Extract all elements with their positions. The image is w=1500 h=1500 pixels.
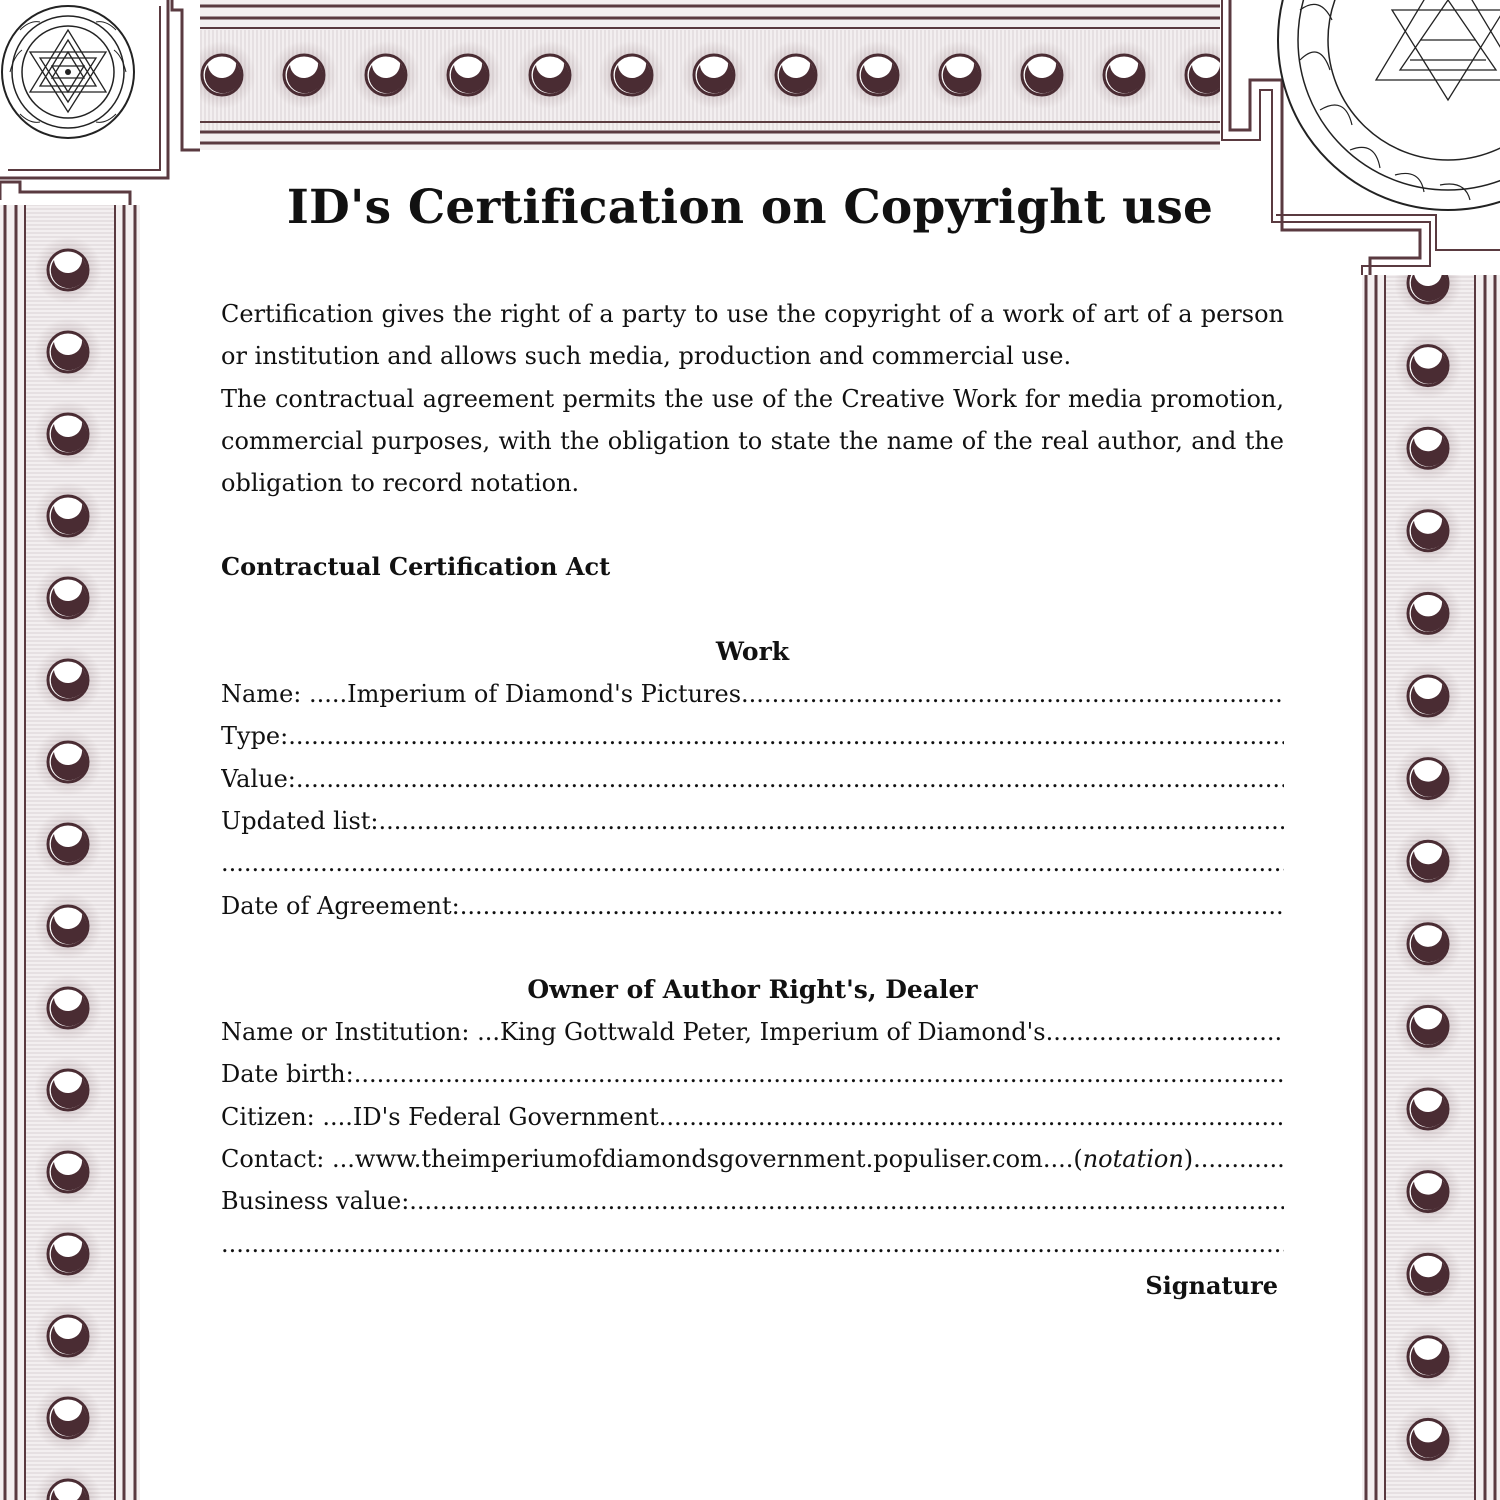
moon-bead-ornament (680, 41, 748, 109)
work-name-field (221, 673, 1284, 715)
moon-bead-ornament (1394, 579, 1462, 647)
moon-bead-ornament (34, 810, 102, 878)
moon-bead-ornament (516, 41, 584, 109)
moon-bead-ornament (34, 1220, 102, 1288)
certificate-body (221, 293, 1284, 1307)
owner-contact-notation: notation (1082, 1145, 1184, 1174)
dotted-fill-line (221, 842, 1284, 884)
moon-bead-ornament (34, 236, 102, 304)
top-border-band (180, 0, 1240, 150)
dotted-fill-line (1046, 1011, 1284, 1053)
dotted-fill-line (221, 1223, 1284, 1265)
owner-contact-prefix: Contact: ...www.theimperiumofdiamondsgovernment.populiser.com....( (221, 1145, 1083, 1174)
work-section-heading: Work (715, 636, 790, 666)
dotted-fill-line (296, 758, 1284, 800)
work-value-label: Value: (221, 764, 296, 793)
owner-business-value-field (221, 1180, 1284, 1222)
moon-bead-ornament (1394, 414, 1462, 482)
owner-citizen-label: Citizen: ....ID's Federal Government (221, 1102, 659, 1131)
owner-section-heading: Owner of Author Right's, Dealer (527, 974, 978, 1004)
right-border-column (1362, 249, 1500, 1500)
owner-business-value-continuation (221, 1223, 1284, 1265)
moon-bead-ornament (34, 400, 102, 468)
intro-paragraph-1: Certification gives the right of a party to use the copyright of a work of art of a person or institution and allows such media, production and commercial use. (221, 300, 1284, 371)
moon-bead-ornament (1394, 910, 1462, 978)
dotted-fill-line (460, 885, 1284, 927)
moon-bead-ornament (34, 892, 102, 960)
owner-name-label: Name or Institution: ...King Gottwald Peter, Imperium of Diamond's (221, 1018, 1046, 1047)
owner-birth-field (221, 1053, 1284, 1095)
moon-bead-ornament (762, 41, 830, 109)
owner-name-field (221, 1011, 1284, 1053)
work-updated-list-label: Updated list: (221, 806, 379, 835)
dotted-fill-line (659, 1096, 1284, 1138)
sri-yantra-emblem-top-left (0, 0, 200, 205)
dotted-fill-line (741, 673, 1284, 715)
intro-paragraphs (221, 293, 1284, 504)
moon-bead-ornament (1394, 332, 1462, 400)
dotted-fill-line (379, 800, 1285, 842)
moon-bead-ornament (1394, 662, 1462, 730)
moon-bead-ornament (34, 482, 102, 550)
moon-bead-ornament (1008, 41, 1076, 109)
moon-bead-ornament (1090, 41, 1158, 109)
moon-bead-ornament (1394, 827, 1462, 895)
moon-bead-ornament (352, 41, 420, 109)
moon-bead-ornament (34, 1302, 102, 1370)
moon-bead-ornament (1394, 1405, 1462, 1473)
work-name-label: Name: .....Imperium of Diamond's Pictures (221, 680, 742, 709)
moon-bead-ornament (34, 1056, 102, 1124)
dotted-fill-line (288, 715, 1284, 757)
work-type-label: Type: (221, 722, 289, 751)
moon-bead-ornament (34, 318, 102, 386)
work-type-field (221, 715, 1284, 757)
work-date-field (221, 885, 1284, 927)
moon-bead-ornament (1394, 1158, 1462, 1226)
page-title: ID's Certification on Copyright use (286, 180, 1214, 235)
owner-contact-suffix: ) (1183, 1145, 1194, 1174)
moon-bead-ornament (844, 41, 912, 109)
moon-bead-ornament (1394, 1323, 1462, 1391)
moon-bead-ornament (270, 41, 338, 109)
moon-bead-ornament (1394, 1075, 1462, 1143)
act-heading: Contractual Certification Act (221, 552, 611, 582)
work-date-label: Date of Agreement: (221, 891, 460, 920)
moon-bead-ornament (434, 41, 502, 109)
work-value-field (221, 758, 1284, 800)
intro-paragraph-2: The contractual agreement permits the use of the Creative Work for media promotion, commercial purposes, with the obligation to state the name of the real author, and the obligation to record notation. (221, 384, 1284, 498)
dotted-fill-line (1193, 1138, 1284, 1180)
left-border-column (0, 190, 140, 1500)
moon-bead-ornament (1394, 497, 1462, 565)
owner-birth-label: Date birth: (221, 1060, 354, 1089)
moon-bead-ornament (34, 1384, 102, 1452)
moon-bead-ornament (34, 1138, 102, 1206)
work-updated-list-field (221, 800, 1284, 842)
work-updated-list-continuation (221, 842, 1284, 884)
moon-bead-ornament (1394, 992, 1462, 1060)
dotted-fill-line (354, 1053, 1284, 1095)
moon-bead-ornament (34, 646, 102, 714)
moon-bead-ornament (926, 41, 994, 109)
owner-business-value-label: Business value: (221, 1187, 410, 1216)
moon-bead-ornament (1394, 1240, 1462, 1308)
owner-citizen-field (221, 1096, 1284, 1138)
moon-bead-ornament (34, 564, 102, 632)
signature-label: Signature (1145, 1270, 1278, 1300)
moon-bead-ornament (34, 728, 102, 796)
moon-bead-ornament (598, 41, 666, 109)
dotted-fill-line (409, 1180, 1284, 1222)
moon-bead-ornament (1394, 745, 1462, 813)
owner-contact-field (221, 1138, 1284, 1180)
moon-bead-ornament (34, 974, 102, 1042)
